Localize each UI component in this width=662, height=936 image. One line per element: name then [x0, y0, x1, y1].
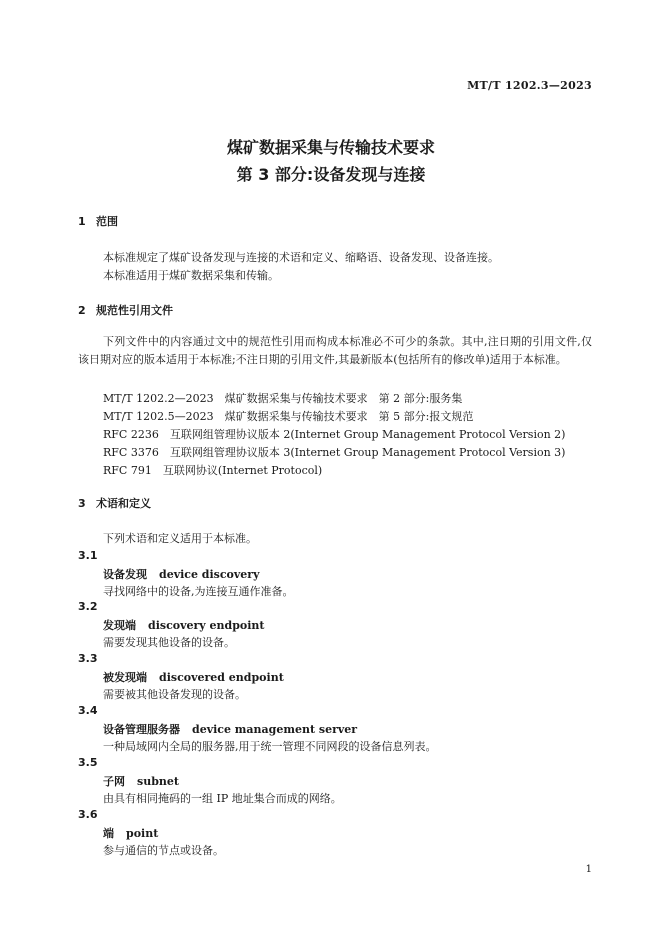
term-zh: 发现端	[103, 619, 136, 632]
scope-paragraph-1: 本标准规定了煤矿设备发现与连接的术语和定义、缩略语、设备发现、设备连接。	[103, 251, 499, 264]
term-zh: 端	[103, 827, 114, 840]
scope-paragraph-2: 本标准适用于煤矿数据采集和传输。	[103, 269, 279, 282]
term-heading	[103, 617, 264, 633]
page-number: 1	[585, 864, 592, 875]
term-en: point	[126, 827, 159, 840]
term-definition: 需要被其他设备发现的设备。	[103, 688, 246, 701]
term-en: discovered endpoint	[159, 671, 284, 684]
section-number: 3	[78, 497, 86, 510]
reference-item: MT/T 1202.2—2023 煤矿数据采集与传输技术要求 第 2 部分:服务集	[103, 392, 463, 405]
term-heading	[103, 721, 357, 737]
term-zh: 设备发现	[103, 568, 147, 581]
term-number: 3.3	[78, 652, 98, 665]
term-number: 3.4	[78, 704, 98, 717]
term-definition: 需要发现其他设备的设备。	[103, 636, 235, 649]
term-en: device discovery	[159, 568, 260, 581]
terms-intro: 下列术语和定义适用于本标准。	[103, 532, 257, 545]
section-title: 范围	[96, 215, 118, 228]
reference-item: RFC 791 互联网协议(Internet Protocol)	[103, 464, 323, 477]
section-3-heading	[78, 495, 151, 511]
term-number: 3.6	[78, 808, 98, 821]
document-id: MT/T 1202.3—2023	[467, 79, 592, 92]
term-number: 3.5	[78, 756, 98, 769]
term-zh: 被发现端	[103, 671, 147, 684]
section-title: 规范性引用文件	[96, 304, 173, 317]
term-en: subnet	[137, 775, 179, 788]
references-intro: 下列文件中的内容通过文中的规范性引用而构成本标准必不可少的条款。其中,注日期的引用文件,仅该日期对应的版本适用于本标准;不注日期的引用文件,其最新版本(包括所有的修改单)适用于本标准。	[78, 335, 592, 366]
reference-item: RFC 2236 互联网组管理协议版本 2(Internet Group Management Protocol Version 2)	[103, 428, 566, 441]
term-definition: 寻找网络中的设备,为连接互通作准备。	[103, 585, 294, 598]
section-title: 术语和定义	[96, 497, 151, 510]
term-number: 3.1	[78, 549, 98, 562]
reference-item: RFC 3376 互联网组管理协议版本 3(Internet Group Management Protocol Version 3)	[103, 446, 566, 459]
term-en: device management server	[192, 723, 358, 736]
page-subtitle: 第 3 部分:设备发现与连接	[236, 165, 426, 184]
section-number: 2	[78, 304, 86, 317]
term-zh: 设备管理服务器	[103, 723, 180, 736]
page-title: 煤矿数据采集与传输技术要求	[226, 138, 435, 157]
term-definition: 由具有相同掩码的一组 IP 地址集合而成的网络。	[103, 792, 342, 805]
term-definition: 一种局域网内全局的服务器,用于统一管理不同网段的设备信息列表。	[103, 740, 437, 753]
section-1-heading	[78, 213, 118, 229]
section-number: 1	[78, 215, 86, 228]
section-2-heading	[78, 302, 173, 318]
term-number: 3.2	[78, 600, 98, 613]
term-en: discovery endpoint	[148, 619, 265, 632]
term-heading	[103, 773, 179, 789]
term-heading	[103, 825, 158, 841]
reference-item: MT/T 1202.5—2023 煤矿数据采集与传输技术要求 第 5 部分:报文规范	[103, 410, 474, 423]
term-definition: 参与通信的节点或设备。	[103, 844, 224, 857]
term-zh: 子网	[103, 775, 125, 788]
term-heading	[103, 669, 284, 685]
term-heading	[103, 566, 259, 582]
